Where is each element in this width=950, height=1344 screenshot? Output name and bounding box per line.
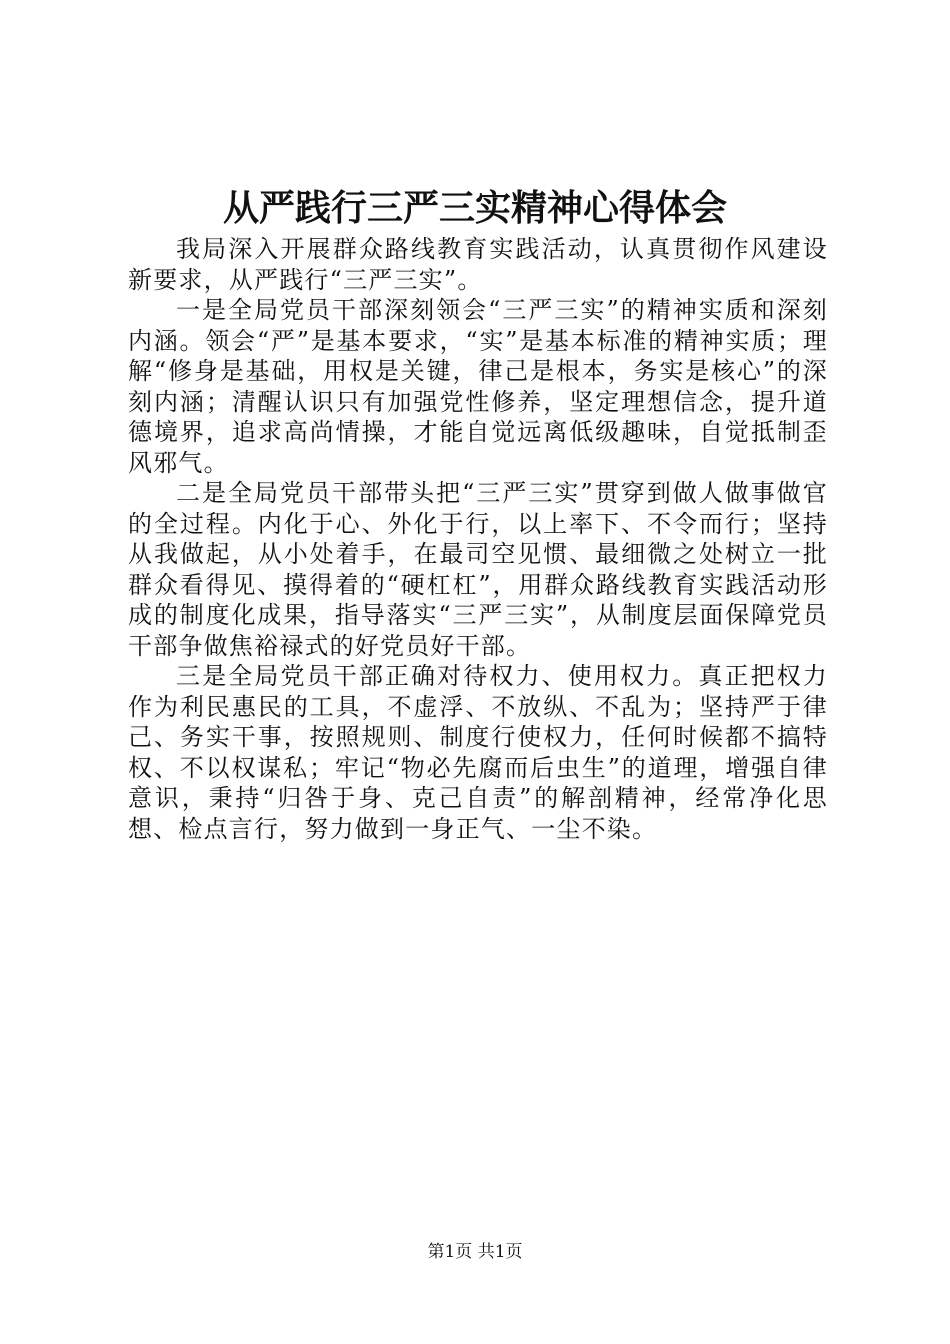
paragraph-third-point: 三是全局党员干部正确对待权力、使用权力。真正把权力作为利民惠民的工具，不虚浮、不放纵、不乱为；坚持严于律己、务实干事，按照规则、制度行使权力，任何时候都不搞特权、不以权谋私；牢记“物必先腐而后虫生”的道理，增强自律意识，秉持“归咎于身、克己自责”的解剖精神，经常净化思想、检点言行，努力做到一身正气、一尘不染。 — [128, 662, 828, 843]
document-body — [128, 234, 828, 844]
paragraph-intro: 我局深入开展群众路线教育实践活动，认真贯彻作风建设新要求，从严践行“三严三实”。 — [128, 235, 828, 294]
page-footer: 第1页 共1页 — [427, 1242, 523, 1262]
paragraph-first-point: 一是全局党员干部深刻领会“三严三实”的精神实质和深刻内涵。领会“严”是基本要求，“实”是基本标准的精神实质；理解“修身是基础，用权是关键，律己是根本，务实是核心”的深刻内涵；清醒认识只有加强党性修养，坚定理想信念，提升道德境界，追求高尚情操，才能自觉远离低级趣味，自觉抵制歪风邪气。 — [128, 296, 828, 477]
document-title: 从严践行三严三实精神心得体会 — [222, 187, 727, 229]
paragraph-second-point: 二是全局党员干部带头把“三严三实”贯穿到做人做事做官的全过程。内化于心、外化于行，以上率下、不令而行；坚持从我做起，从小处着手，在最司空见惯、最细微之处树立一批群众看得见、摸得着的“硬杠杠”，用群众路线教育实践活动形成的制度化成果，指导落实“三严三实”，从制度层面保障党员干部争做焦裕禄式的好党员好干部。 — [128, 479, 828, 660]
